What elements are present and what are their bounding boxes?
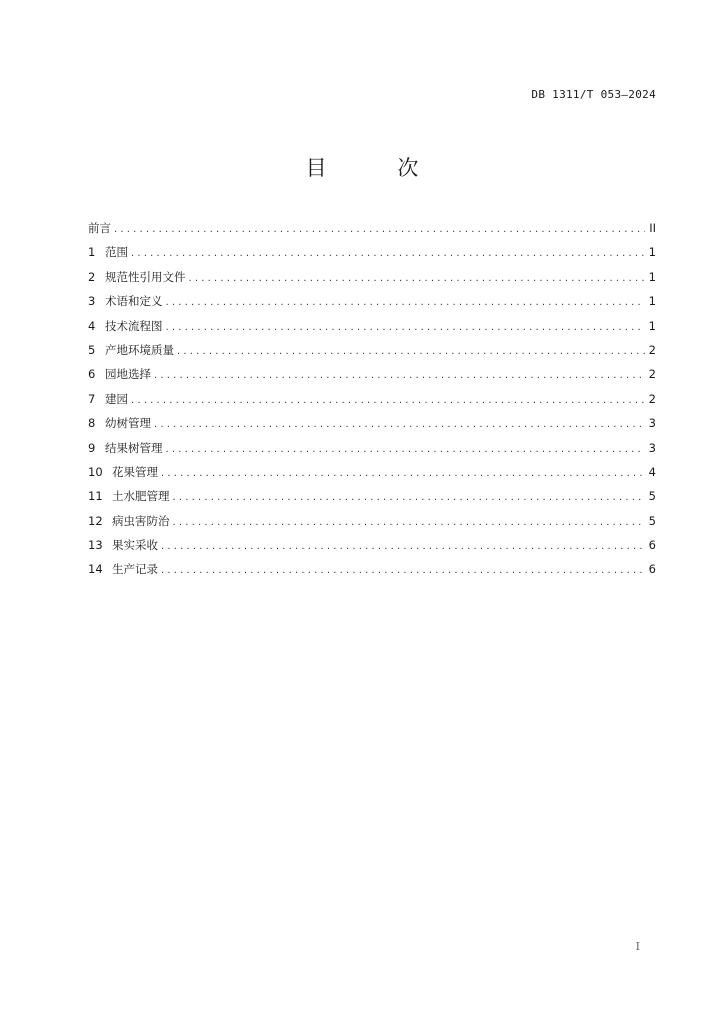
toc-dot-leader xyxy=(131,393,645,409)
document-code: DB 1311/T 053—2024 xyxy=(531,88,656,101)
toc-entry-2[interactable] xyxy=(88,269,656,293)
toc-entry-foreword[interactable] xyxy=(88,220,656,244)
toc-section-number: 1 xyxy=(88,245,96,260)
toc-entry-4[interactable] xyxy=(88,318,656,342)
toc-dot-leader xyxy=(166,295,646,311)
toc-page-number: 1 xyxy=(648,269,656,284)
toc-entry-9[interactable] xyxy=(88,440,656,464)
toc-entry-13[interactable] xyxy=(88,537,656,561)
toc-entry-title: 花果管理 xyxy=(112,464,158,479)
toc-entry-3[interactable] xyxy=(88,293,656,317)
toc-dot-leader xyxy=(166,320,646,336)
toc-entry-title: 病虫害防治 xyxy=(112,513,170,528)
toc-entry-8[interactable] xyxy=(88,415,656,439)
toc-dot-leader xyxy=(166,442,646,458)
toc-section-number: 8 xyxy=(88,416,96,431)
toc-dot-leader xyxy=(154,368,645,384)
toc-entry-14[interactable] xyxy=(88,561,656,585)
toc-entry-12[interactable] xyxy=(88,513,656,537)
toc-entry-title: 产地环境质量 xyxy=(105,342,174,357)
toc-page-number: 6 xyxy=(648,538,656,553)
toc-section-number: 13 xyxy=(88,538,103,553)
toc-entry-7[interactable] xyxy=(88,391,656,415)
toc-dot-leader xyxy=(173,490,646,506)
toc-dot-leader xyxy=(177,344,645,360)
toc-entry-title: 结果树管理 xyxy=(105,440,163,455)
page-title: 目 次 xyxy=(305,156,451,180)
toc-dot-leader xyxy=(189,271,646,287)
toc-entry-title: 规范性引用文件 xyxy=(105,269,186,284)
toc-entry-title: 果实采收 xyxy=(112,538,158,553)
toc-entry-11[interactable] xyxy=(88,488,656,512)
toc-entry-title: 术语和定义 xyxy=(105,294,163,309)
toc-page-number: 6 xyxy=(648,562,656,577)
toc-entry-10[interactable] xyxy=(88,464,656,488)
toc-entry-title: 建园 xyxy=(105,391,128,406)
toc-page-number: 3 xyxy=(648,416,656,431)
toc-section-number: 4 xyxy=(88,318,96,333)
toc-section-number: 11 xyxy=(88,489,103,504)
toc-page-number: 3 xyxy=(648,440,656,455)
toc-section-number: 5 xyxy=(88,342,96,357)
toc-entry-title: 前言 xyxy=(88,221,111,235)
toc-entry-title: 园地选择 xyxy=(105,367,151,382)
toc-page-number: 2 xyxy=(648,391,656,406)
toc-page-number: II xyxy=(649,221,656,235)
toc-entry-title: 范围 xyxy=(105,245,128,260)
toc-page-number: 1 xyxy=(648,318,656,333)
toc-entry-title: 土水肥管理 xyxy=(112,489,170,504)
toc-dot-leader xyxy=(154,417,645,433)
toc-entry-title: 生产记录 xyxy=(112,562,158,577)
toc-dot-leader xyxy=(161,466,645,482)
toc-section-number: 9 xyxy=(88,440,96,455)
toc-entry-1[interactable] xyxy=(88,244,656,268)
toc-page-number: 4 xyxy=(648,464,656,479)
toc-dot-leader xyxy=(161,563,645,579)
toc-page-number: 1 xyxy=(648,294,656,309)
toc-entry-5[interactable] xyxy=(88,342,656,366)
toc-dot-leader xyxy=(131,246,645,262)
toc-section-number: 10 xyxy=(88,464,103,479)
toc-section-number: 12 xyxy=(88,513,103,528)
toc-page-number: 2 xyxy=(648,342,656,357)
toc-section-number: 3 xyxy=(88,294,96,309)
toc-entry-title: 技术流程图 xyxy=(105,318,163,333)
toc-entry-title: 幼树管理 xyxy=(105,416,151,431)
toc-page-number: 2 xyxy=(648,367,656,382)
toc-page-number: 5 xyxy=(648,513,656,528)
toc-entry-6[interactable] xyxy=(88,366,656,390)
page-number: I xyxy=(635,940,640,953)
toc-dot-leader xyxy=(114,222,645,238)
toc-page-number: 5 xyxy=(648,489,656,504)
toc-page-number: 1 xyxy=(648,245,656,260)
toc-dot-leader xyxy=(161,539,645,555)
toc-dot-leader xyxy=(173,515,646,531)
table-of-contents xyxy=(88,220,656,586)
toc-section-number: 2 xyxy=(88,269,96,284)
toc-section-number: 6 xyxy=(88,367,96,382)
toc-section-number: 14 xyxy=(88,562,103,577)
toc-section-number: 7 xyxy=(88,391,96,406)
